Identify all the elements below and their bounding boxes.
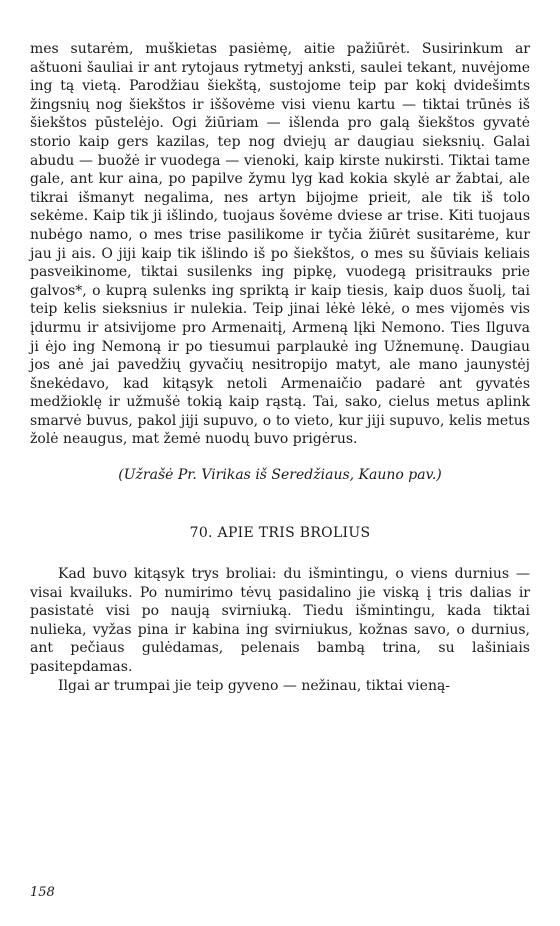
story-heading: 70. APIE TRIS BROLIUS: [189, 525, 371, 542]
source-attribution: (Užrašė Pr. Virikas iš Seredžiaus, Kauno pav.): [118, 467, 442, 484]
story-paragraph-2: Ilgai ar trumpai jie teip gyveno — nežinau, tiktai vieną-: [58, 677, 451, 694]
page-text: [30, 40, 530, 695]
story-continuation-paragraph: mes sutarėm, muškietas pasiėmę, aitie pažiūrėt. Susirinkum ar aštuoni šauliai ir ant rytojaus rytmetyj anksti, saulei tekant, nuvėjome ing tą vietą. Parodžiau šiekštą, sustojome teip par kokį dvidešimts žingsnių nog šiekštos ir iššovėme visi vienu kartu — tiktai trūnės iš šiekštos pūstelėjo. Ogi žiūriam — išlenda pro galą šiekštos gyvatė storio kaip gers kazilas, tep nog dviejų ar daugiau sieksnių. Galai abudu — buožė ir vuodega — vienoki, kaip kirste nukirsti. Tiktai tame gale, ant kur aina, po papilve žymu lyg kad kokia skylė ar žabtai, ale tikrai išmanyt negalima, nes artyn bijojme prieit, ale tik iš tolo sekėme. Kaip tik ji išlindo, tuojaus šovėme dviese ar trise. Kiti tuojaus nubėgo namo, o mes trise pasilikome ir tyčia žiūrėt susitarėme, kur jau ji ais. O jiji kaip tik išlindo iš po šiekštos, o mes su šūviais keliais pasveikinome, tiktai susilenks ing pipkę, vuodegą prisitrauks prie galvos*, o kuprą sulenks ing spriktą ir kaip tiesis, kaip duos šuolį, tai teip kelis sieksnius ir nulekia. Teip jinai lėkė lėkė, o mes vijomės vis įdurmu ir atsivijome pro Armenaitį, Armeną lįki Nemono. Ties Ilguva ji ėjo ing Nemoną ir po tiesumui parplaukė ing Užnemunę. Daugiau jos anė jai pavedžių gyvačių nesitropijo matyt, ale mano jaunystėj šnekėdavo, kad kitąsyk netoli Armenaičio padarė ant gyvatės medžioklę ir užmušė tokią kaip rąstą. Tai, sako, cielus metus aplink smarvė buvus, pakol jiji supuvo, o to vieto, kur jiji supuvo, kelis metus žolė neaugus, mat žemė nuodų buvo prigėrus.: [30, 41, 530, 448]
page-number: 158: [30, 885, 55, 900]
story-paragraph-1: Kad buvo kitąsyk trys broliai: du išmintingu, o viens durnius — visai kvailuks. Po numirimo tėvų pasidalino jie viską į tris dalias ir pasistatė visi po naują svirniuką. Tiedu išmintingu, kada tiktai nulieka, vyžas pina ir kabina ing svirniukus, kožnas savo, o durnius, ant pečiaus gulėdamas, pelenais bambą trina, su lašiniais pasitepdamas.: [30, 566, 530, 676]
